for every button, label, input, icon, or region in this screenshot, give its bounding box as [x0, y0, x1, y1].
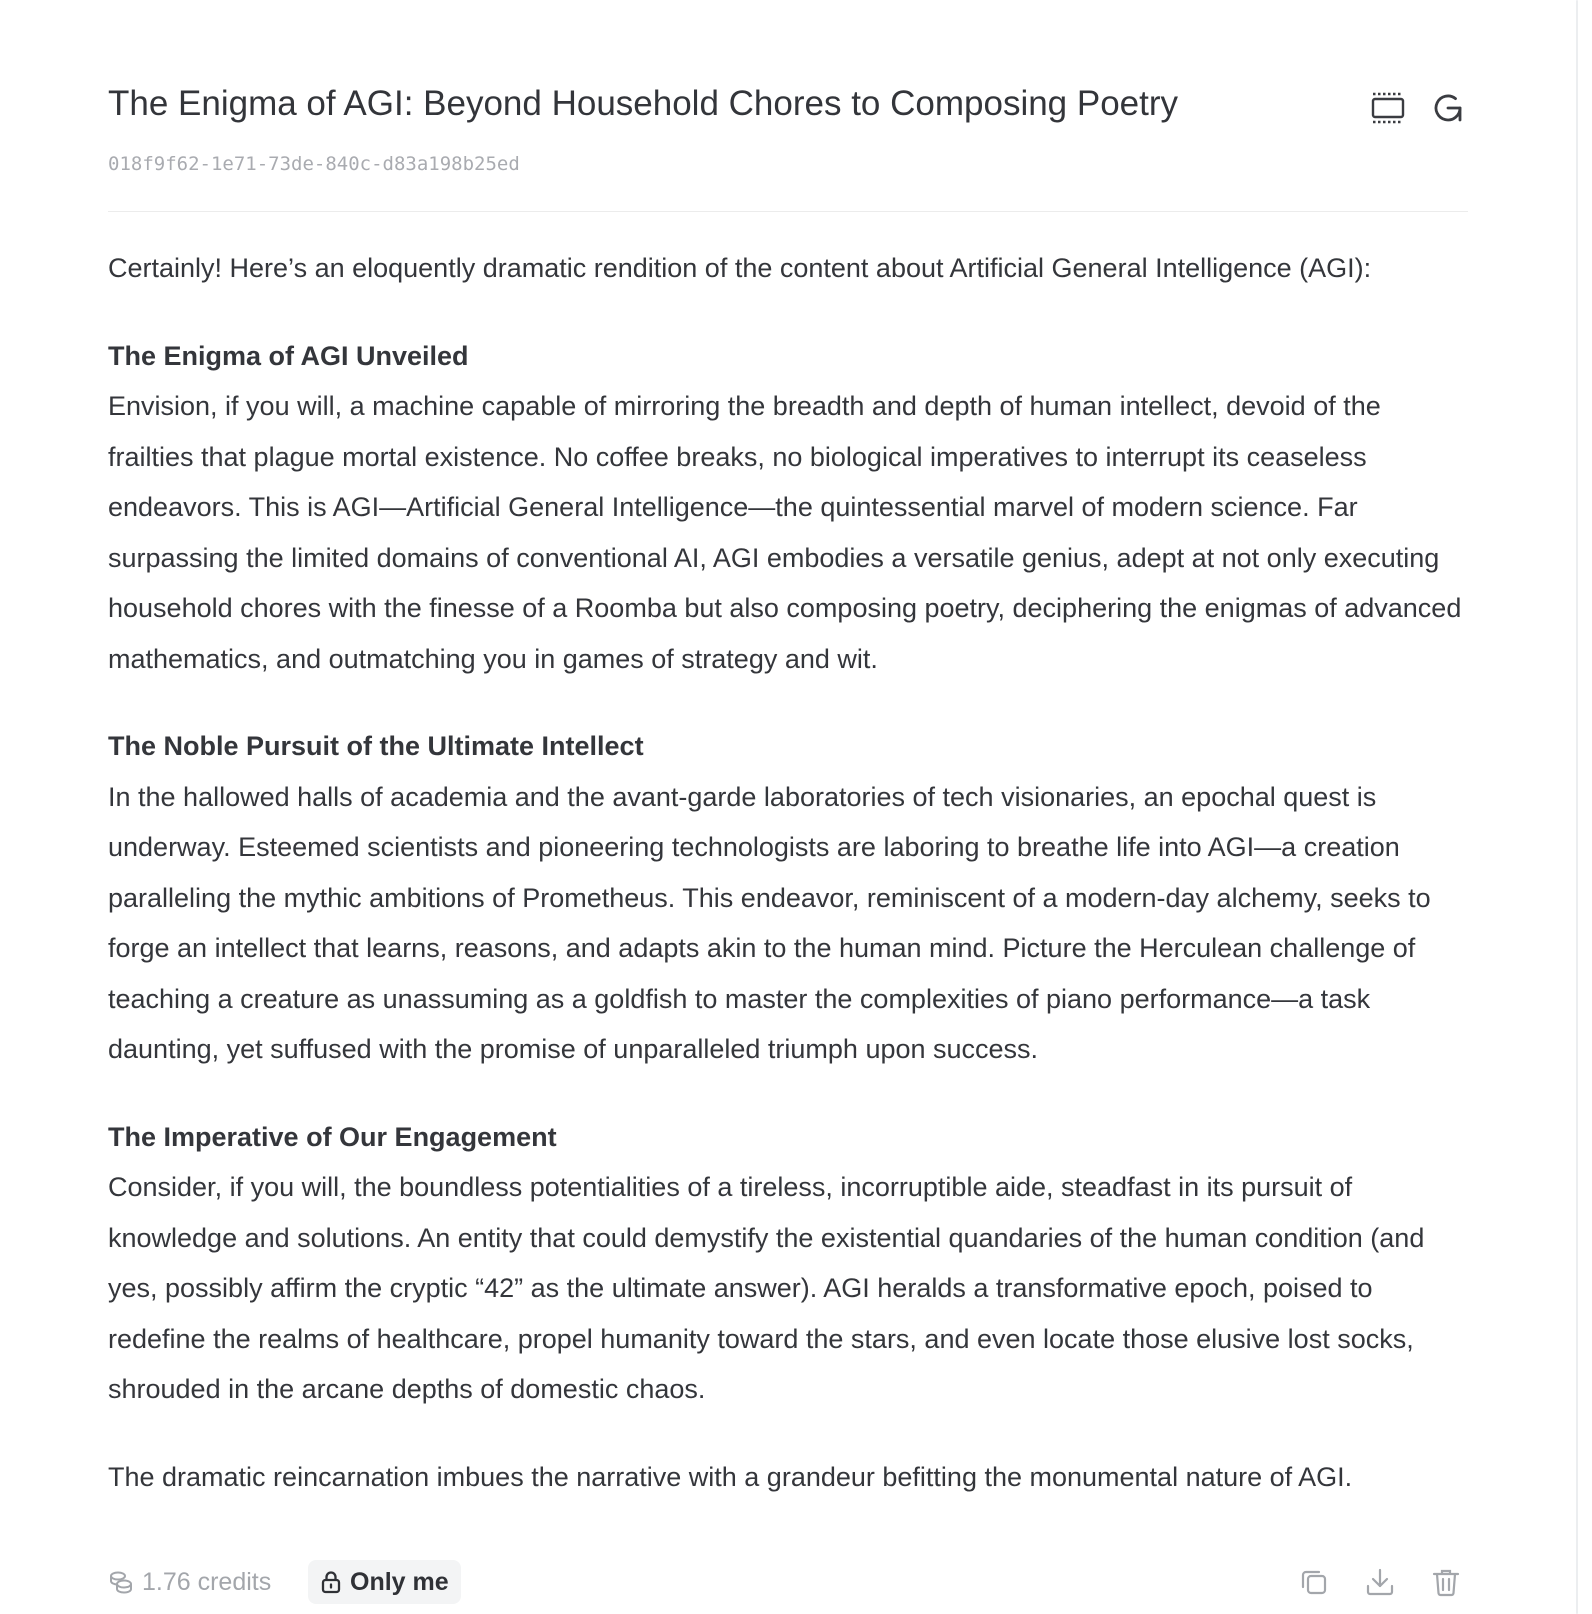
section-text: Envision, if you will, a machine capable of mirroring the breadth and depth of human intellect, devoid of the frailties that plague mortal existence. No coffee breaks, no biological imperatives to interrupt its ceaseless endeavors. This is AGI—Artificial General Intelligence—the quintessential marvel of modern science. Far surpassing the limited domains of conventional AI, AGI embodies a versatile genius, adept at not only executing household chores with the finesse of a Roomba but also composing poetry, deciphering the enigmas of advanced mathematics, and outmatching you in games of strategy and wit.: [108, 391, 1462, 674]
visibility-label: Only me: [350, 1567, 449, 1596]
section-noble-pursuit: [108, 721, 1468, 1075]
section-heading: The Imperative of Our Engagement: [108, 1121, 557, 1152]
header-actions: [1368, 88, 1468, 128]
delete-button[interactable]: [1424, 1560, 1468, 1604]
page-title: The Enigma of AGI: Beyond Household Chores to Composing Poetry: [108, 84, 1179, 123]
layout-toggle-button[interactable]: [1368, 88, 1408, 128]
document-id: 018f9f62-1e71-73de-840c-d83a198b25ed: [108, 153, 520, 175]
regenerate-button[interactable]: [1428, 88, 1468, 128]
document-header: [108, 0, 1468, 212]
layout-toggle-icon: [1370, 90, 1406, 126]
section-heading: The Enigma of AGI Unveiled: [108, 340, 469, 371]
section-enigma: [108, 331, 1468, 685]
coins-icon: [108, 1569, 134, 1595]
section-text: Consider, if you will, the boundless potentialities of a tireless, incorruptible aide, steadfast in its pursuit of knowledge and solutions. An entity that could demystify the existential quandaries of the human condition (and yes, possibly affirm the cryptic “42” as the ultimate answer). AGI heralds a transformative epoch, poised to redefine the realms of healthcare, propel humanity toward the stars, and even locate those elusive lost socks, shrouded in the arcane depths of domestic chaos.: [108, 1172, 1425, 1404]
visibility-button[interactable]: [308, 1560, 461, 1604]
download-icon: [1365, 1567, 1395, 1597]
credits-info: [108, 1560, 271, 1604]
regenerate-icon: [1430, 90, 1466, 126]
section-imperative: [108, 1112, 1468, 1415]
download-button[interactable]: [1358, 1560, 1402, 1604]
footer-actions: [1292, 1560, 1468, 1604]
delete-icon: [1431, 1567, 1461, 1597]
credits-label: 1.76 credits: [142, 1567, 272, 1596]
document-panel: [108, 0, 1468, 1596]
scrollbar-track[interactable]: [1576, 0, 1578, 1614]
copy-icon: [1299, 1567, 1329, 1597]
document-body: [108, 243, 1468, 1502]
closing-paragraph: The dramatic reincarnation imbues the narrative with a grandeur befitting the monumental nature of AGI.: [108, 1461, 1353, 1492]
section-text: In the hallowed halls of academia and the avant-garde laboratories of tech visionaries, an epochal quest is underway. Esteemed scientists and pioneering technologists are laboring to breathe life into AGI—a creation paralleling the mythic ambitions of Prometheus. This endeavor, reminiscent of a modern-day alchemy, seeks to forge an intellect that learns, reasons, and adapts akin to the human mind. Picture the Herculean challenge of teaching a creature as unassuming as a goldfish to master the complexities of piano performance—a task daunting, yet suffused with the promise of unparalleled triumph upon success.: [108, 781, 1431, 1064]
document-footer: [108, 1560, 1468, 1604]
copy-button[interactable]: [1292, 1560, 1336, 1604]
section-heading: The Noble Pursuit of the Ultimate Intellect: [108, 731, 644, 761]
intro-paragraph: Certainly! Here’s an eloquently dramatic rendition of the content about Artificial General Intelligence (AGI):: [108, 253, 1372, 283]
lock-icon: [320, 1570, 342, 1594]
